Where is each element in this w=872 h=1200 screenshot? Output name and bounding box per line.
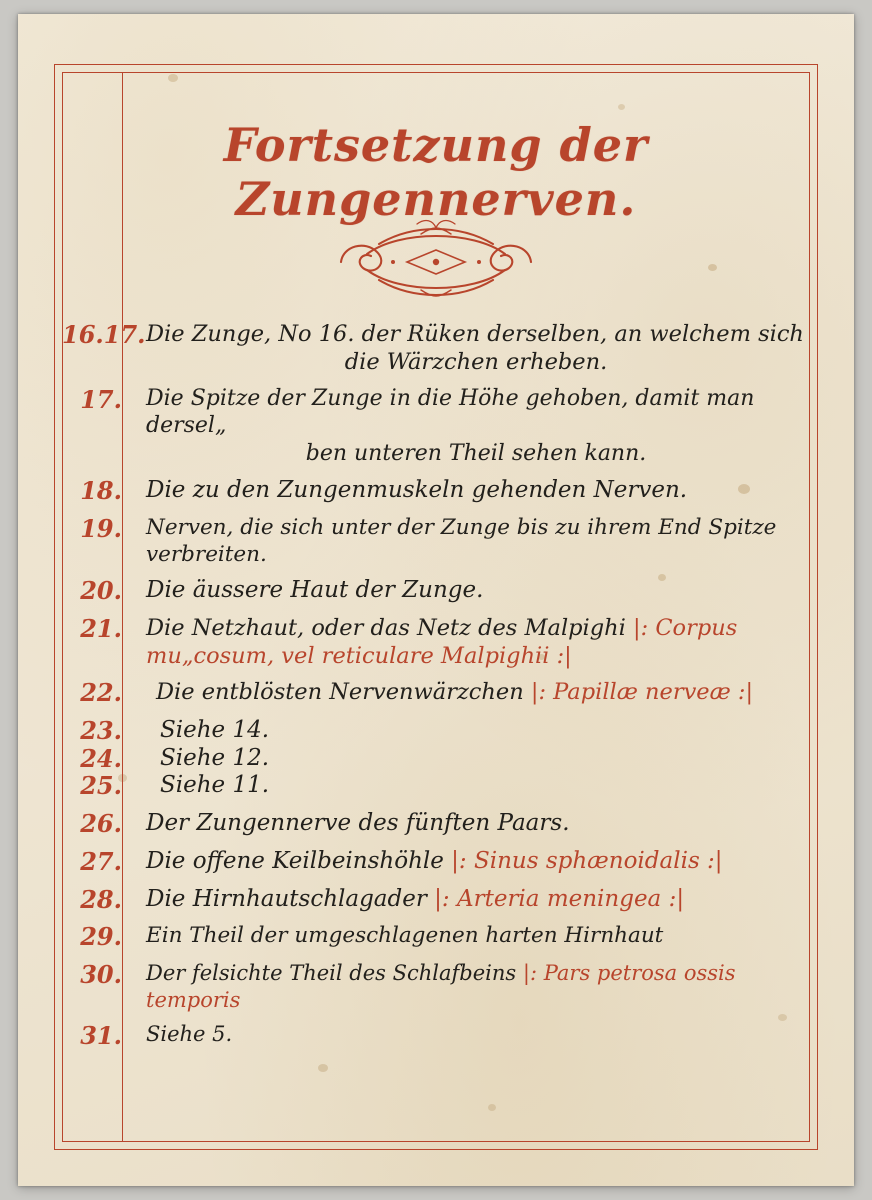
list-item [62, 320, 806, 377]
entry-number: 18. [80, 475, 122, 505]
entry-text: Die Netzhaut, oder das Netz des Malpighi |: Corpus mu„cosum, vel reticulare Malpighii :| [146, 614, 745, 669]
list-item [62, 678, 806, 708]
entry-list [62, 320, 806, 1053]
list-item [62, 476, 806, 506]
entry-text: Siehe 5. [146, 1022, 233, 1047]
entry-number: 20. [80, 575, 122, 605]
entry-number: 16.17. [62, 320, 146, 349]
entry-latin: |: Pars petrosa ossis temporis [146, 961, 743, 1012]
page-title: Fortsetzung der Zungennerven. [223, 118, 649, 226]
entry-number: 21. [80, 613, 122, 643]
entry-number: 27. [80, 846, 122, 876]
entry-latin: |: Papillæ nerveæ :| [530, 679, 754, 706]
entry-number: 30. [80, 960, 122, 990]
list-item [62, 885, 806, 915]
entry-text: Nerven, die sich unter der Zunge bis zu ihrem End Spitze verbreiten. [146, 514, 784, 567]
entry-number: 28. [80, 884, 122, 914]
entry-number: 31. [80, 1021, 122, 1051]
entry-text: Die zu den Zungenmuskeln gehenden Nerven. [146, 476, 688, 503]
entry-number: 23. [80, 715, 122, 745]
list-item [62, 716, 806, 746]
entry-latin: |: Arteria meningea :| [434, 885, 685, 912]
list-item [62, 514, 806, 568]
list-item [62, 385, 806, 468]
entry-text: Die entblösten Nervenwärzchen |: Papillæ nerveæ :| [156, 679, 754, 706]
entry-number: 29. [80, 922, 122, 952]
list-item [62, 614, 806, 671]
list-item [62, 847, 806, 877]
entry-text: Siehe 12. [160, 744, 270, 771]
entry-text: Der felsichte Theil des Schlafbeins |: Pars petrosa ossis temporis [146, 961, 743, 1012]
entry-text: Die äussere Haut der Zunge. [146, 576, 484, 603]
list-item [62, 1021, 806, 1051]
entry-number: 17. [80, 384, 122, 414]
entry-text: Siehe 11. [160, 772, 270, 799]
entry-latin: |: Corpus mu„cosum, vel reticulare Malpighii :| [146, 614, 745, 669]
entry-text: Die offene Keilbeinshöhle |: Sinus sphænoidalis :| [146, 847, 723, 874]
list-item [62, 922, 806, 952]
entry-number: 25. [80, 771, 122, 801]
entry-text: Der Zungennerve des fünften Paars. [146, 810, 570, 837]
flourish-ornament-icon [321, 210, 551, 306]
list-item [62, 744, 806, 774]
entry-text: Die Spitze der Zunge in die Höhe gehoben, damit man dersel„ ben unteren Theil sehen kann. [146, 385, 762, 467]
entry-latin: |: Sinus sphænoidalis :| [451, 847, 723, 874]
entry-text: Die Hirnhautschlagader |: Arteria meningea :| [146, 885, 685, 912]
list-item [62, 771, 806, 801]
entry-number: 24. [80, 743, 122, 773]
list-item [62, 576, 806, 606]
entry-text: Die Zunge, No 16. der Rüken derselben, an welchem sich die Wärzchen erheben. [146, 321, 804, 376]
entry-text: Siehe 14. [160, 716, 270, 743]
entry-number: 19. [80, 513, 122, 543]
entry-number: 22. [80, 678, 122, 708]
list-item [62, 809, 806, 839]
entry-number: 26. [80, 809, 122, 839]
list-item [62, 960, 806, 1013]
manuscript-page [18, 14, 854, 1186]
entry-text: Ein Theil der umgeschlagenen harten Hirnhaut [146, 923, 664, 949]
